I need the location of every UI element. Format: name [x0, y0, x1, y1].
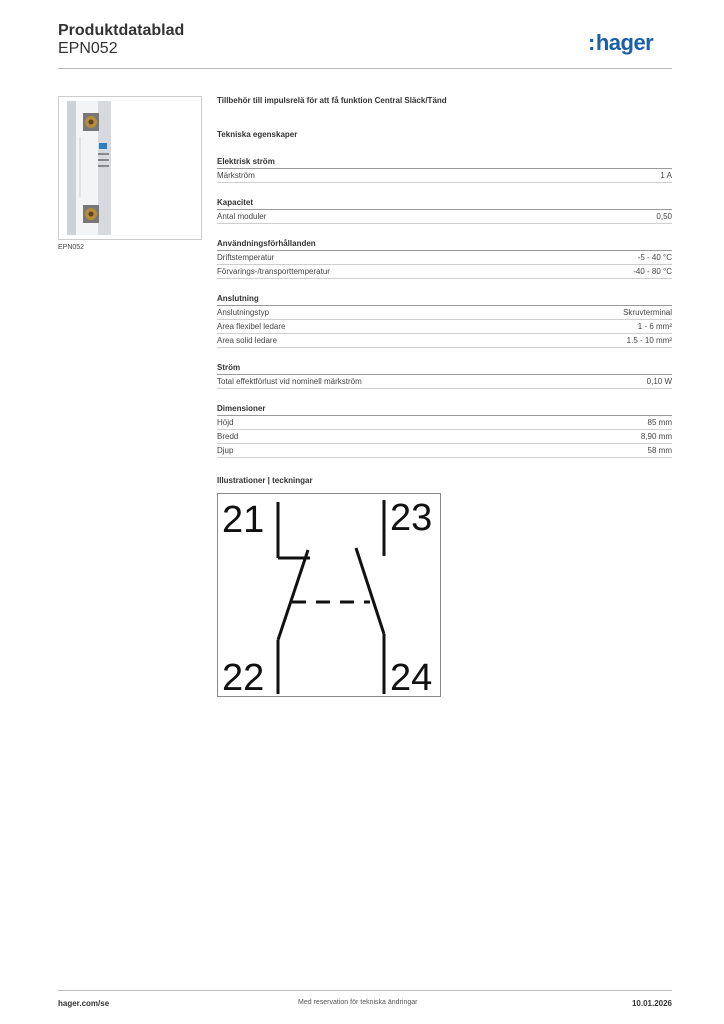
- spec-row: [217, 169, 672, 183]
- spec-row: [217, 334, 672, 348]
- spec-row: [217, 306, 672, 320]
- spec-label: Area solid ledare: [217, 336, 278, 345]
- spec-label: Förvarings-/transporttemperatur: [217, 267, 330, 276]
- spec-value: 1 A: [660, 171, 672, 180]
- page-title: Produktdatablad: [58, 22, 185, 39]
- spec-value: 8,90 mm: [640, 432, 672, 441]
- spec-row: [217, 265, 672, 279]
- section-capacity: [217, 198, 672, 224]
- spec-label: Area flexibel ledare: [217, 322, 286, 331]
- footer-website: hager.com/se: [58, 999, 110, 1008]
- product-image-caption: EPN052: [58, 244, 85, 251]
- tech-properties-heading: Tekniska egenskaper: [217, 130, 298, 139]
- spec-row: [217, 375, 672, 389]
- header-divider: [58, 68, 672, 69]
- spec-value: Skruvterminal: [623, 308, 672, 317]
- terminal-label-24: 24: [390, 657, 433, 696]
- spec-label: Driftstemperatur: [217, 253, 275, 262]
- spec-label: Anslutningstyp: [217, 308, 270, 317]
- section-current: [217, 363, 672, 389]
- contact-line: [278, 550, 308, 640]
- section-heading: Kapacitet: [217, 198, 672, 210]
- section-dimensions: [217, 404, 672, 458]
- spec-label: Bredd: [217, 432, 239, 441]
- logo-text: hager: [595, 30, 654, 55]
- contact-diagram: [217, 493, 441, 697]
- spec-value: -40 - 80 °C: [633, 267, 672, 276]
- spec-label: Märkström: [217, 171, 255, 180]
- relay-module-icon: [59, 97, 201, 239]
- section-heading: Ström: [217, 363, 672, 375]
- footer-disclaimer: Med reservation för tekniska ändringar: [298, 999, 418, 1006]
- section-electric-current: [217, 157, 672, 183]
- section-connection: [217, 294, 672, 348]
- spec-row: [217, 320, 672, 334]
- spec-row: [217, 430, 672, 444]
- spec-row: [217, 251, 672, 265]
- contact-line: [356, 548, 384, 634]
- spec-value: 1 - 6 mm²: [637, 322, 672, 331]
- spec-row: [217, 444, 672, 458]
- product-code: EPN052: [58, 40, 118, 57]
- spec-row: [217, 210, 672, 224]
- spec-value: 85 mm: [647, 418, 672, 427]
- switch-contact-schematic: [218, 494, 440, 696]
- terminal-label-22: 22: [222, 657, 265, 696]
- spec-label: Total effektförlust vid nominell märkström: [217, 377, 362, 386]
- spec-row: [217, 416, 672, 430]
- section-heading: Elektrisk ström: [217, 157, 672, 169]
- terminal-label-23: 23: [390, 497, 433, 539]
- terminal-label-21: 21: [222, 499, 265, 541]
- section-heading: Dimensioner: [217, 404, 672, 416]
- spec-label: Djup: [217, 446, 234, 455]
- logo-dots-icon: :: [588, 30, 595, 55]
- spec-value: 1.5 - 10 mm²: [626, 336, 672, 345]
- section-heading: Anslutning: [217, 294, 672, 306]
- spec-value: 0,50: [656, 212, 672, 221]
- spec-value: 58 mm: [647, 446, 672, 455]
- hager-logo: [588, 30, 653, 56]
- footer-divider: [58, 990, 672, 991]
- spec-label: Höjd: [217, 418, 234, 427]
- section-heading: Användningsförhållanden: [217, 239, 672, 251]
- footer-date: 10.01.2026: [631, 999, 672, 1008]
- spec-value: 0,10 W: [646, 377, 672, 386]
- spec-label: Antal moduler: [217, 212, 267, 221]
- illustrations-heading: Illustrationer | teckningar: [217, 476, 313, 485]
- section-operating-conditions: [217, 239, 672, 279]
- product-description: Tillbehör till impulsrelä för att få funktion Central Släck/Tänd: [217, 96, 447, 105]
- product-image: [58, 96, 202, 240]
- content-column: [217, 96, 672, 697]
- spec-value: -5 - 40 °C: [637, 253, 672, 262]
